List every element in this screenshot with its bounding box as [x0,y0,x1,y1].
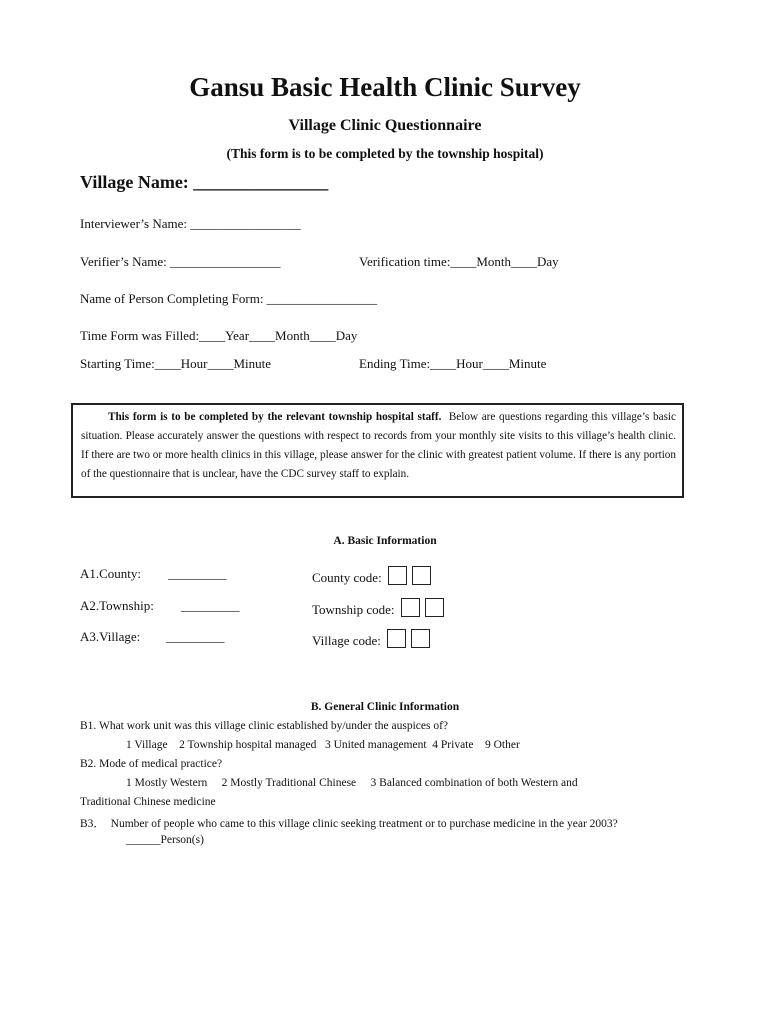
b3-answer-field[interactable]: ______Person(s) [126,834,204,846]
township-input[interactable]: _________ [181,598,240,613]
county-input[interactable]: _________ [168,566,227,581]
county-code-box-2[interactable] [412,566,431,585]
village-code-label: Village code: [312,633,381,648]
county-label: A1.County: [80,566,142,581]
county-code-label: County code: [312,570,382,585]
b1-options[interactable]: 1 Village 2 Township hospital managed 3 United management 4 Private 9 Other [126,739,520,751]
b2-question: B2. Mode of medical practice? [80,758,223,770]
interviewer-name-field[interactable]: Interviewer’s Name: _________________ [80,216,301,231]
b2-options[interactable]: 1 Mostly Western 2 Mostly Traditional Chinese 3 Balanced combination of both Western and [126,777,578,789]
village-code-box-2[interactable] [411,629,430,648]
verification-time-field[interactable]: Verification time:____Month____Day [359,254,559,269]
county-code-box-1[interactable] [388,566,407,585]
instructions-box [71,403,684,498]
township-label: A2.Township: [80,598,154,613]
county-code-row [312,566,431,586]
township-code-box-1[interactable] [401,598,420,617]
township-code-box-2[interactable] [425,598,444,617]
b1-question: B1. What work unit was this village clinic established by/under the auspices of? [80,720,449,732]
form-note: (This form is to be completed by the township hospital) [226,146,544,161]
form-subtitle: Village Clinic Questionnaire [288,117,482,134]
ending-time-field[interactable]: Ending Time:____Hour____Minute [359,356,547,371]
village-input[interactable]: _________ [166,629,225,644]
village-code-box-1[interactable] [387,629,406,648]
verifier-name-field[interactable]: Verifier’s Name: _________________ [80,254,281,269]
township-code-label: Township code: [312,602,395,617]
instructions-text: Below are questions regarding this village’s basic situation. Please accurately answer the questions with respect to records from your monthly site visits to this village’s health clinic. If there are two or more health clinics in this village, please answer for the clinic with greatest patient volume. If there is any portion of the questionnaire that is unclear, have the CDC survey staff to explain. [81,411,676,480]
person-completing-field[interactable]: Name of Person Completing Form: _________________ [80,291,378,306]
village-code-row [312,629,430,649]
b2-options-continued: Traditional Chinese medicine [80,796,216,808]
form-title: Gansu Basic Health Clinic Survey [189,72,581,102]
village-label: A3.Village: [80,629,141,644]
b3-question: B3． Number of people who came to this village clinic seeking treatment or to purchase medicine in the year 2003? [80,818,618,830]
instructions-bold: This form is to be completed by the relevant township hospital staff. [108,411,442,423]
village-name-field[interactable]: Village Name: _______________ [80,172,329,192]
township-code-row [312,598,444,618]
section-a-title: A. Basic Information [333,535,437,547]
time-form-filled-field[interactable]: Time Form was Filled:____Year____Month____Day [80,328,358,343]
section-b-title: B. General Clinic Information [310,701,460,713]
starting-time-field[interactable]: Starting Time:____Hour____Minute [80,356,272,371]
